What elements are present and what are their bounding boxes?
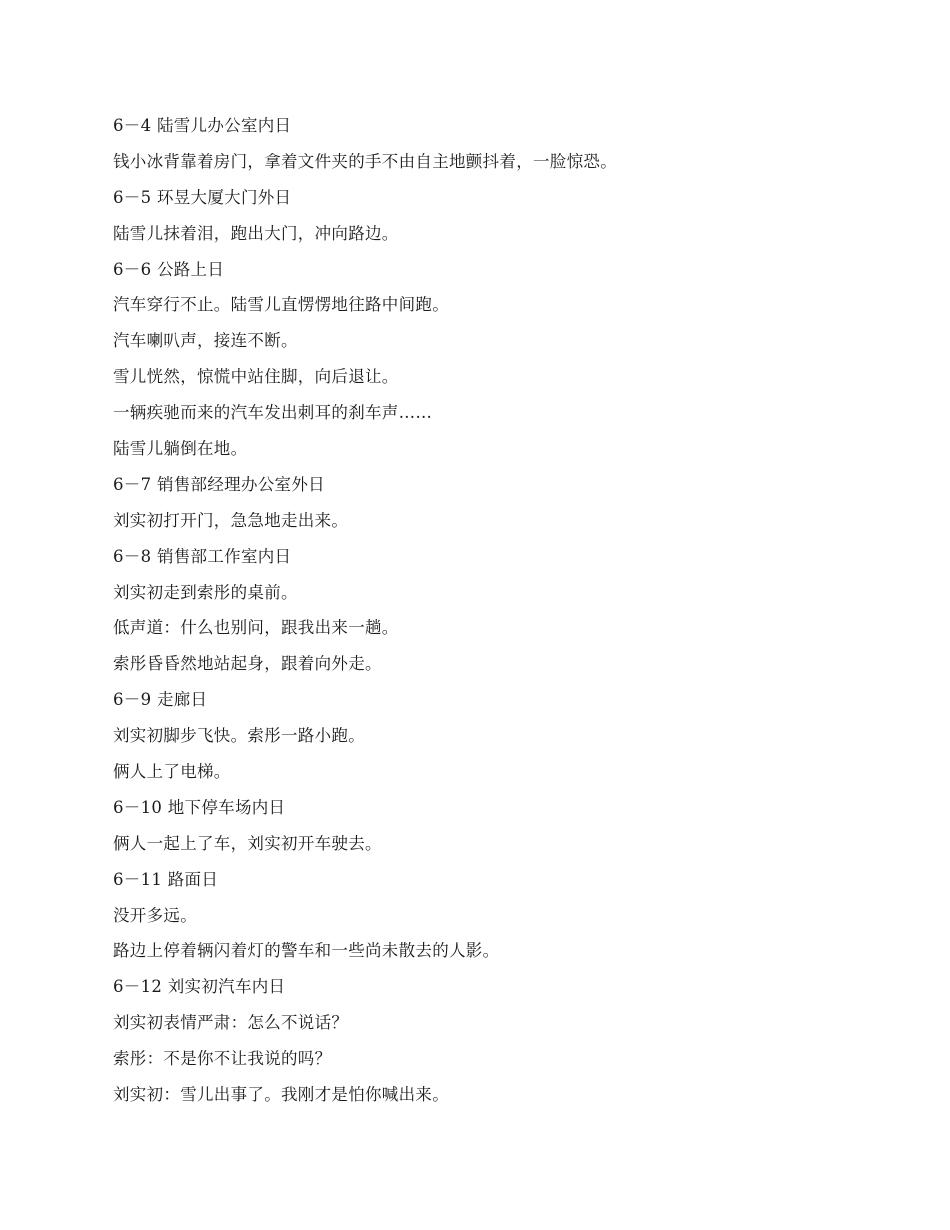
script-line: 刘实初走到索彤的桌前。 <box>113 582 298 602</box>
dialogue-line: 刘实初表情严肃：怎么不说话？ <box>113 1013 349 1033</box>
script-line: 刘实初脚步飞快。索彤一路小跑。 <box>113 726 365 746</box>
scene-heading: 6－4 陆雪儿办公室内日 <box>113 116 292 135</box>
script-line: 陆雪儿躺倒在地。 <box>113 439 248 459</box>
script-line: 刘实初打开门，急急地走出来。 <box>113 510 349 530</box>
script-line: 雪儿恍然，惊慌中站住脚，向后退让。 <box>113 367 399 387</box>
script-line: 没开多远。 <box>113 905 197 925</box>
script-line: 路边上停着辆闪着灯的警车和一些尚未散去的人影。 <box>113 941 500 961</box>
scene-heading: 6－8 销售部工作室内日 <box>113 546 292 566</box>
dialogue-line: 刘实初：雪儿出事了。我刚才是怕你喊出来。 <box>113 1085 449 1105</box>
script-line: 钱小冰背靠着房门，拿着文件夹的手不由自主地颤抖着，一脸惊恐。 <box>113 151 617 171</box>
script-line: 俩人一起上了车，刘实初开车驶去。 <box>113 833 382 853</box>
script-body <box>113 108 873 1113</box>
scene-heading: 6－12 刘实初汽车内日 <box>113 977 286 997</box>
scene-heading: 6－6 公路上日 <box>113 259 225 279</box>
dialogue-line: 索彤：不是你不让我说的吗？ <box>113 1049 332 1069</box>
script-line: 一辆疾驰而来的汽车发出刺耳的刹车声…… <box>113 403 433 423</box>
script-line: 索彤昏昏然地站起身，跟着向外走。 <box>113 654 382 674</box>
scene-heading: 6－9 走廊日 <box>113 690 208 710</box>
script-line: 汽车喇叭声，接连不断。 <box>113 331 298 351</box>
script-line: 俩人上了电梯。 <box>113 762 231 782</box>
scene-heading: 6－11 路面日 <box>113 869 219 889</box>
scene-heading: 6－5 环昱大厦大门外日 <box>113 187 292 207</box>
script-line: 陆雪儿抹着泪，跑出大门，冲向路边。 <box>113 223 399 243</box>
scene-heading: 6－10 地下停车场内日 <box>113 797 286 817</box>
dialogue-line: 低声道：什么也别问，跟我出来一趟。 <box>113 618 399 638</box>
scene-heading: 6－7 销售部经理办公室外日 <box>113 474 325 494</box>
script-line: 汽车穿行不止。陆雪儿直愣愣地往路中间跑。 <box>113 295 449 315</box>
